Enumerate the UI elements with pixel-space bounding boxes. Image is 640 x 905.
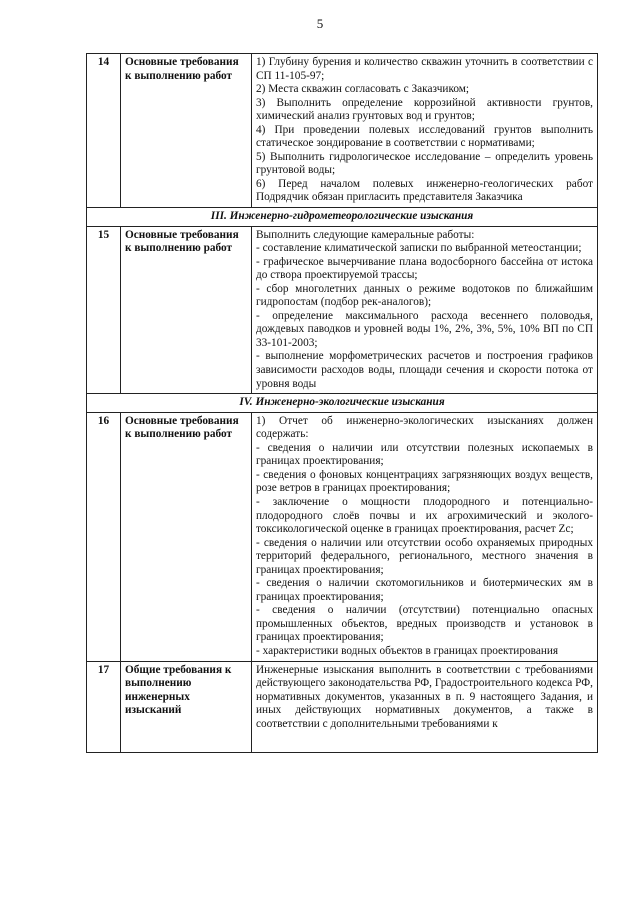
row-title: Основные требования к выполнению работ bbox=[121, 226, 252, 394]
content-clip bbox=[256, 664, 593, 750]
row-content bbox=[252, 412, 598, 661]
content-line: Инженерные изыскания выполнить в соответствии с требованиями действующего законодательства РФ, Градостроительного кодекса РФ, нормативных документов, указанных в п. 9 настоящего Задания, и иных действующих нормативных документов, а также в соответствии с дополнительными требованиями к bbox=[256, 663, 593, 730]
row-number: 16 bbox=[87, 412, 121, 661]
content-line: - сведения о наличии или отсутствии полезных ископаемых в границах проектирования; bbox=[256, 441, 593, 468]
content-line: - определение максимального расхода весеннего половодья, дождевых паводков и уровней воды 1%, 2%, 3%, 5%, 10% ВП по СП 33-101-2003; bbox=[256, 309, 593, 349]
content-line: 1) Отчет об инженерно-экологических изысканиях должен содержать: bbox=[256, 414, 593, 441]
content-line: - составление климатической записки по выбранной метеостанции; bbox=[256, 242, 582, 255]
content-line: - сведения о наличии или отсутствии особо охраняемых природных территорий федерального, регионального, местного значения в границах проектирования; bbox=[256, 536, 593, 576]
row-content bbox=[252, 661, 598, 752]
row-title: Основные требования к выполнению работ bbox=[121, 412, 252, 661]
content-line: - сведения о наличии скотомогильников и биотермических ям в границах проектирования; bbox=[256, 577, 593, 603]
content-line: 1) Глубину бурения и количество скважин уточнить в соответствии с СП 11-105-97; bbox=[256, 56, 593, 82]
row-title: Общие требования к выполнению инженерных изысканий bbox=[121, 661, 252, 752]
row-content bbox=[252, 226, 598, 394]
content-line: 3) Выполнить определение коррозийной активности грунтов, химический анализ грунтовых вод и грунтов; bbox=[256, 96, 593, 123]
content-line: - характеристики водных объектов в границах проектирования bbox=[256, 644, 559, 657]
content-line: 6) Перед началом полевых инженерно-геологических работ Подрядчик обязан пригласить представителя Заказчика bbox=[256, 177, 593, 204]
row-number: 17 bbox=[87, 661, 121, 752]
table-row bbox=[87, 412, 598, 661]
page-number: 5 bbox=[316, 16, 324, 31]
row-title: Основные требования к выполнению работ bbox=[121, 54, 252, 208]
content-line: - сведения о фоновых концентрациях загрязняющих воздух веществ, розе ветров в границах проектирования; bbox=[256, 468, 593, 495]
section-heading: III. Инженерно-гидрометеорологические изыскания bbox=[87, 208, 598, 227]
table-row bbox=[87, 54, 598, 208]
section-row bbox=[87, 394, 598, 413]
table-row bbox=[87, 661, 598, 752]
row-number: 14 bbox=[87, 54, 121, 208]
content-line: - заключение о мощности плодородного и потенциально-плодородного слоёв почвы и их агрохимический и эколого-токсикологической оценке в границах проектирования, расчет Zc; bbox=[256, 495, 593, 536]
section-row bbox=[87, 208, 598, 227]
content-line: - сведения о наличии (отсутствии) потенциально опасных промышленных объектов, вредных производств и установок в границах проектирования; bbox=[256, 604, 593, 644]
content-line: - графическое вычерчивание плана водосборного бассейна от истока до створа проектируемой трассы; bbox=[256, 255, 593, 282]
content-line: Выполнить следующие камеральные работы: bbox=[256, 228, 475, 241]
content-line: 4) При проведении полевых исследований грунтов выполнить статическое зондирование в соответствии с нормативами; bbox=[256, 123, 593, 150]
row-content bbox=[252, 54, 598, 208]
content-line: 5) Выполнить гидрологическое исследование – определить уровень грунтовой воды; bbox=[256, 150, 593, 177]
table-row bbox=[87, 226, 598, 394]
content-line: 2) Места скважин согласовать с Заказчиком; bbox=[256, 83, 470, 96]
content-line: - сбор многолетних данных о режиме водотоков по ближайшим гидропостам (подбор рек-аналогов); bbox=[256, 282, 593, 309]
section-heading: IV. Инженерно-экологические изыскания bbox=[87, 394, 598, 413]
content-line: - выполнение морфометрических расчетов и построения графиков зависимости расходов воды, площади сечения и скорости потока от уровня воды bbox=[256, 350, 593, 390]
row-number: 15 bbox=[87, 226, 121, 394]
requirements-table bbox=[86, 53, 598, 753]
